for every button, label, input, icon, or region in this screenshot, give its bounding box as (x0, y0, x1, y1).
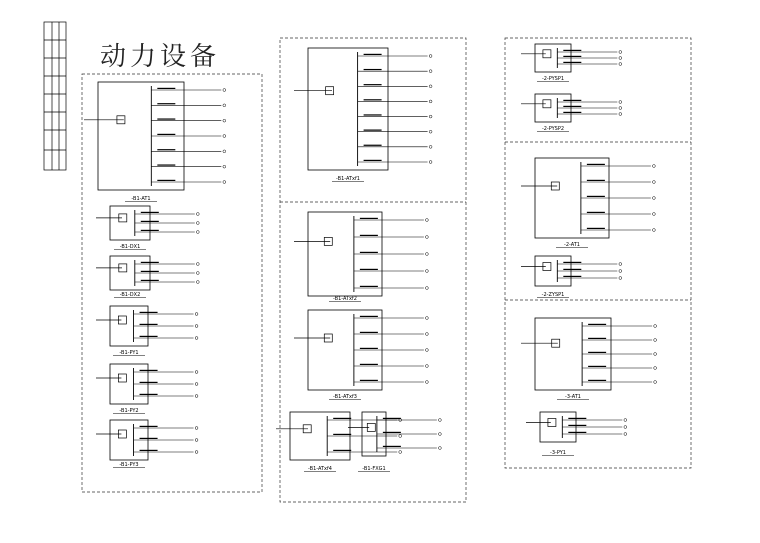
circuit-terminal (399, 451, 402, 454)
panel-label: -3-PY1 (550, 450, 566, 456)
panel-7 (294, 212, 428, 302)
circuit-text-stub (140, 438, 158, 439)
circuit-terminal (195, 371, 198, 374)
circuit-text-stub (140, 450, 158, 451)
circuit-terminal (624, 419, 627, 422)
panel-15 (521, 318, 657, 400)
circuit-terminal (425, 219, 428, 222)
circuit-text-stub (333, 418, 351, 419)
circuit-text-stub (140, 426, 158, 427)
circuit-terminal (619, 57, 622, 60)
circuit-terminal (438, 447, 441, 450)
circuit-terminal (438, 419, 441, 422)
circuit-terminal (196, 222, 199, 225)
panel-label: -B1-AT1 (131, 196, 151, 202)
page-title: 动力设备 (100, 42, 221, 72)
panel-label: -B1-DX1 (119, 244, 141, 250)
circuit-text-stub (360, 364, 378, 365)
circuit-terminal (425, 349, 428, 352)
circuit-text-stub (360, 218, 378, 219)
circuit-text-stub (360, 269, 378, 270)
circuit-terminal (399, 435, 402, 438)
circuit-text-stub (364, 145, 382, 146)
panel-1 (96, 206, 199, 250)
circuit-terminal (223, 150, 226, 153)
circuit-text-stub (141, 230, 159, 231)
circuit-terminal (619, 101, 622, 104)
circuit-terminal (196, 281, 199, 284)
circuit-terminal (624, 426, 627, 429)
circuit-terminal (223, 181, 226, 184)
panel-12 (521, 94, 622, 132)
panel-box (308, 48, 388, 170)
circuit-text-stub (157, 118, 175, 119)
circuit-text-stub (140, 382, 158, 383)
panel-label: -B1-ATxf1 (336, 176, 360, 182)
circuit-text-stub (360, 235, 378, 236)
circuit-terminal (196, 213, 199, 216)
circuit-text-stub (333, 450, 351, 451)
circuit-text-stub (140, 324, 158, 325)
panel-label: -2-PYSP2 (541, 126, 565, 132)
circuit-terminal (195, 439, 198, 442)
circuit-text-stub (360, 380, 378, 381)
circuit-terminal (438, 433, 441, 436)
circuit-text-stub (141, 271, 159, 272)
circuit-text-stub (568, 418, 586, 419)
circuit-text-stub (588, 380, 606, 381)
circuit-text-stub (587, 212, 605, 213)
circuit-text-stub (563, 100, 581, 101)
circuit-text-stub (141, 262, 159, 263)
circuit-terminal (195, 337, 198, 340)
panel-label: -B1-ATxf3 (333, 394, 357, 400)
circuit-terminal (223, 135, 226, 138)
circuit-terminal (429, 55, 432, 58)
circuit-terminal (619, 63, 622, 66)
panel-diagrams (84, 44, 657, 472)
circuit-text-stub (588, 366, 606, 367)
circuit-text-stub (383, 418, 401, 419)
panel-label: -2-PYSP1 (541, 76, 565, 82)
circuit-text-stub (157, 164, 175, 165)
circuit-text-stub (588, 338, 606, 339)
circuit-text-stub (563, 262, 581, 263)
circuit-text-stub (140, 336, 158, 337)
circuit-terminal (425, 236, 428, 239)
circuit-terminal (195, 313, 198, 316)
circuit-terminal (223, 119, 226, 122)
panel-label: -2-AT1 (564, 242, 580, 248)
circuit-terminal (654, 339, 657, 342)
circuit-text-stub (360, 316, 378, 317)
panel-14 (521, 256, 622, 298)
panel-label: -B1-PY1 (119, 350, 139, 356)
panel-3 (96, 306, 198, 356)
panel-label: -2-ZYSP1 (541, 292, 565, 298)
panel-10 (276, 412, 402, 472)
circuit-terminal (429, 85, 432, 88)
frame-right (505, 38, 691, 468)
circuit-terminal (196, 231, 199, 234)
circuit-terminal (619, 51, 622, 54)
circuit-text-stub (587, 228, 605, 229)
circuit-text-stub (140, 312, 158, 313)
circuit-terminal (654, 325, 657, 328)
circuit-text-stub (588, 352, 606, 353)
circuit-terminal (195, 383, 198, 386)
circuit-text-stub (364, 99, 382, 100)
frame-left (82, 74, 262, 492)
circuit-text-stub (140, 394, 158, 395)
panel-label: -B1-FXG1 (362, 466, 386, 472)
panel-label: -B1-ATxf2 (333, 296, 357, 302)
circuit-text-stub (563, 50, 581, 51)
circuit-text-stub (141, 221, 159, 222)
panel-13 (521, 158, 655, 248)
circuit-terminal (425, 253, 428, 256)
circuit-text-stub (587, 164, 605, 165)
panel-8 (294, 310, 428, 400)
circuit-terminal (195, 395, 198, 398)
circuit-text-stub (360, 348, 378, 349)
circuit-terminal (429, 161, 432, 164)
circuit-terminal (195, 427, 198, 430)
circuit-terminal (429, 115, 432, 118)
circuit-terminal (619, 263, 622, 266)
circuit-terminal (652, 181, 655, 184)
circuit-text-stub (364, 160, 382, 161)
circuit-terminal (619, 107, 622, 110)
circuit-text-stub (364, 69, 382, 70)
circuit-text-stub (140, 370, 158, 371)
circuit-text-stub (588, 324, 606, 325)
circuit-text-stub (587, 180, 605, 181)
panel-label: -3-AT1 (565, 394, 581, 400)
circuit-text-stub (568, 425, 586, 426)
title-block (44, 22, 66, 170)
circuit-text-stub (360, 332, 378, 333)
panel-label: -B1-ATxf4 (308, 466, 332, 472)
circuit-terminal (619, 277, 622, 280)
circuit-text-stub (157, 88, 175, 89)
circuit-text-stub (568, 432, 586, 433)
circuit-terminal (619, 113, 622, 116)
circuit-text-stub (157, 180, 175, 181)
panel-0 (84, 82, 226, 202)
circuit-terminal (425, 365, 428, 368)
circuit-text-stub (563, 56, 581, 57)
circuit-text-stub (157, 134, 175, 135)
circuit-terminal (425, 381, 428, 384)
circuit-text-stub (364, 54, 382, 55)
circuit-text-stub (360, 252, 378, 253)
circuit-terminal (619, 270, 622, 273)
circuit-terminal (425, 270, 428, 273)
circuit-terminal (429, 100, 432, 103)
circuit-text-stub (563, 106, 581, 107)
panel-5 (96, 420, 198, 468)
circuit-text-stub (364, 84, 382, 85)
panel-11 (521, 44, 622, 82)
circuit-terminal (223, 165, 226, 168)
circuit-text-stub (563, 276, 581, 277)
circuit-terminal (196, 272, 199, 275)
panel-9 (348, 412, 441, 472)
circuit-terminal (429, 145, 432, 148)
circuit-terminal (624, 433, 627, 436)
circuit-terminal (429, 130, 432, 133)
circuit-text-stub (364, 114, 382, 115)
circuit-text-stub (333, 434, 351, 435)
circuit-terminal (425, 317, 428, 320)
circuit-text-stub (364, 130, 382, 131)
circuit-text-stub (141, 280, 159, 281)
panel-6 (294, 48, 432, 182)
circuit-terminal (429, 70, 432, 73)
panel-label: -B1-DX2 (119, 292, 141, 298)
circuit-text-stub (383, 446, 401, 447)
panel-label: -B1-PY2 (119, 408, 139, 414)
circuit-text-stub (141, 212, 159, 213)
circuit-text-stub (157, 103, 175, 104)
circuit-terminal (425, 333, 428, 336)
circuit-text-stub (587, 196, 605, 197)
circuit-terminal (223, 89, 226, 92)
circuit-text-stub (157, 149, 175, 150)
circuit-terminal (654, 353, 657, 356)
circuit-text-stub (563, 269, 581, 270)
panel-label: -B1-PY3 (119, 462, 139, 468)
panel-4 (96, 364, 198, 414)
circuit-text-stub (360, 286, 378, 287)
circuit-text-stub (383, 432, 401, 433)
circuit-terminal (654, 381, 657, 384)
panel-2 (96, 256, 199, 298)
circuit-terminal (652, 229, 655, 232)
circuit-terminal (195, 325, 198, 328)
circuit-text-stub (563, 112, 581, 113)
circuit-terminal (196, 263, 199, 266)
panel-16 (526, 412, 627, 456)
circuit-terminal (652, 197, 655, 200)
circuit-terminal (425, 287, 428, 290)
circuit-terminal (654, 367, 657, 370)
circuit-terminal (223, 104, 226, 107)
circuit-text-stub (563, 62, 581, 63)
circuit-terminal (652, 213, 655, 216)
circuit-terminal (652, 165, 655, 168)
circuit-terminal (195, 451, 198, 454)
